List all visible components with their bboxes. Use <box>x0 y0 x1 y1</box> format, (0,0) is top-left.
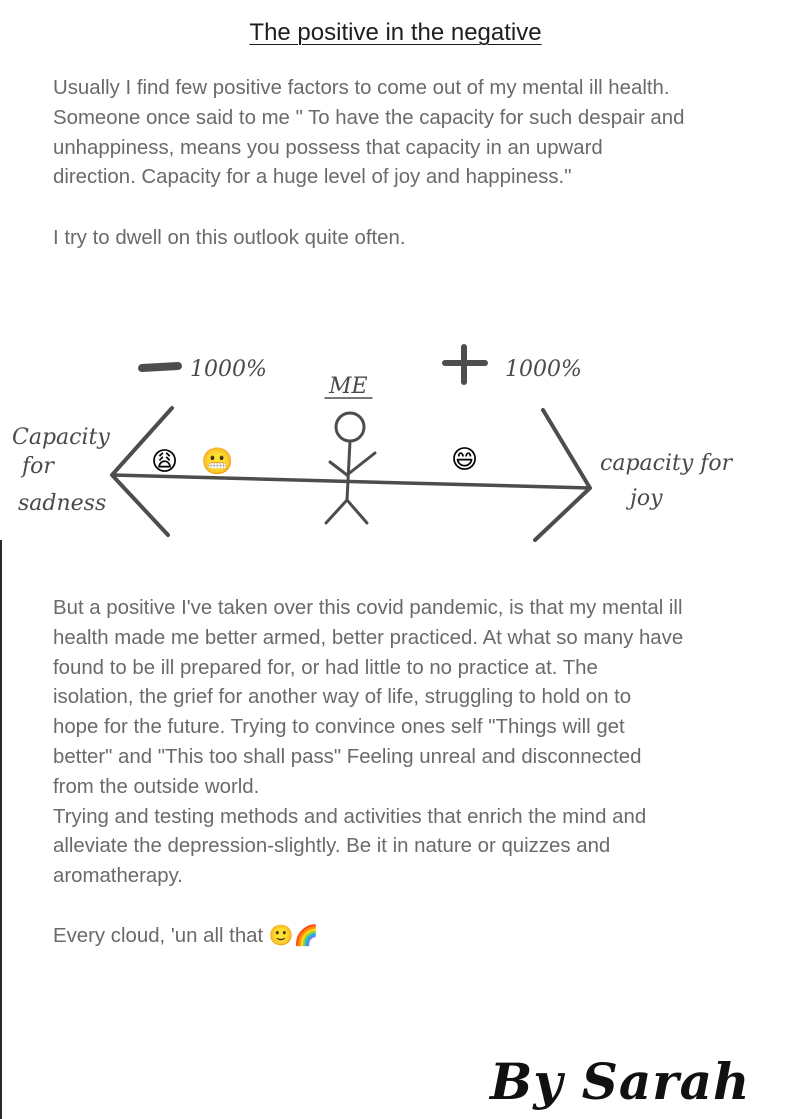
left-label-line: Capacity <box>12 425 110 450</box>
axis-line <box>112 475 590 488</box>
intro-line: direction. Capacity for a huge level of joy and happiness." <box>53 166 572 189</box>
weary-face-icon: 😩 <box>151 447 179 477</box>
right-arrowhead <box>535 410 590 540</box>
title-text: The positive in the negative <box>249 19 542 46</box>
body-line: isolation, the grief for another way of life, struggling to hold on to <box>53 686 632 709</box>
stick-figure <box>326 413 375 523</box>
me-label: ME <box>329 374 368 399</box>
grinning-face-icon: 😄 <box>451 445 479 475</box>
grimacing-face-icon: 😬 <box>201 447 234 477</box>
body-paragraph <box>53 594 753 892</box>
body-line: better" and "This too shall pass" Feeling unreal and disconnected <box>53 745 642 768</box>
body-line: But a positive I've taken over this covid pandemic, is that my mental ill <box>53 597 683 619</box>
body-line: hope for the future. Trying to convince ones self "Things will get <box>53 716 625 739</box>
body-line: alleviate the depression-slightly. Be it in nature or quizzes and <box>53 835 611 858</box>
intro-line: unhappiness, means you possess that capacity in an upward <box>53 136 603 159</box>
outlook-paragraph <box>53 224 753 254</box>
intro-line: Usually I find few positive factors to come out of my mental ill health. <box>53 77 670 99</box>
rainbow-icon: 🌈 <box>293 923 319 947</box>
body-line: found to be ill prepared for, or had little to no practice at. The <box>53 656 598 679</box>
closing-line <box>53 921 753 952</box>
right-label-line: joy <box>630 486 663 511</box>
right-label-line: capacity for <box>600 451 733 476</box>
intro-paragraph <box>53 74 753 193</box>
capacity-diagram <box>0 330 791 560</box>
body-line: Trying and testing methods and activities that enrich the mind and <box>53 805 647 828</box>
smile-icon: 🙂 <box>268 923 294 947</box>
left-label-line: for <box>22 454 54 479</box>
body-line: health made me better armed, better practiced. At what so many have <box>53 626 684 649</box>
body-line: aromatherapy. <box>53 865 183 888</box>
minus-percent-label: 1000% <box>190 357 267 382</box>
page-title <box>0 19 791 47</box>
author-signature: By Sarah <box>490 1052 751 1111</box>
outlook-line: I try to dwell on this outlook quite often. <box>53 227 406 249</box>
left-label-line: sadness <box>18 491 107 516</box>
body-line: from the outside world. <box>53 775 260 798</box>
minus-sign <box>142 366 178 368</box>
plus-percent-label: 1000% <box>505 357 582 382</box>
closing-text: Every cloud, 'un all that <box>53 925 269 947</box>
left-margin-rule <box>0 540 2 1119</box>
intro-line: Someone once said to me " To have the capacity for such despair and <box>53 106 685 129</box>
